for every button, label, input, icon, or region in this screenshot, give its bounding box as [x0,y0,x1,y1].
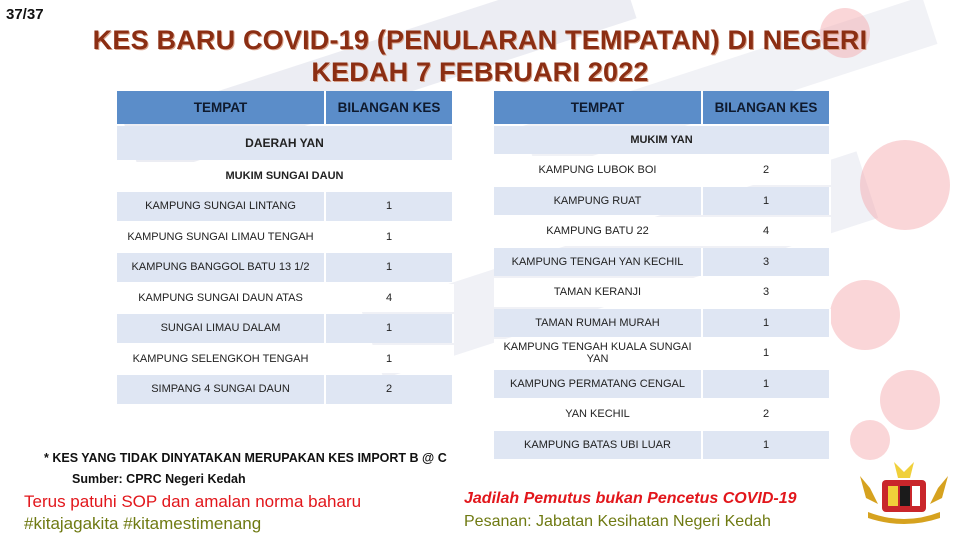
count-cell: 4 [703,217,831,246]
virus-icon [830,280,900,350]
place-cell: TAMAN RUMAH MURAH [494,309,703,338]
place-cell: KAMPUNG SUNGAI LIMAU TENGAH [117,223,326,252]
table-row [494,339,831,368]
title-line-1: KES BARU COVID-19 (PENULARAN TEMPATAN) DI NEGERI [92,25,868,55]
footnote: * KES YANG TIDAK DINYATAKAN MERUPAKAN KES IMPORT B @ C [44,451,447,465]
place-cell: SIMPANG 4 SUNGAI DAUN [117,375,326,404]
table-row [117,253,454,282]
table-row [117,192,454,221]
count-cell: 1 [326,314,454,343]
slogan-hashtags: #kitajagakita #kitamestimenang [24,514,262,533]
coat-of-arms-icon [856,458,952,526]
count-cell: 2 [703,400,831,429]
district-label: DAERAH YAN [117,126,454,160]
count-cell: 1 [326,192,454,221]
slogan-line-1: Terus patuhi SOP dan amalan norma baharu [24,492,362,511]
count-cell: 3 [703,278,831,307]
place-cell: SUNGAI LIMAU DALAM [117,314,326,343]
place-cell: KAMPUNG TENGAH YAN KECHIL [494,248,703,277]
district-row [117,126,454,160]
count-cell: 1 [703,339,831,368]
table-row [117,345,454,374]
message-line-1: Jadilah Pemutus bukan Pencetus COVID-19 [464,490,797,507]
message-line-2: Pesanan: Jabatan Kesihatan Negeri Kedah [464,513,771,530]
table-row [494,217,831,246]
count-cell: 1 [326,223,454,252]
count-cell: 4 [326,284,454,313]
count-cell: 1 [703,187,831,216]
table-row [494,431,831,460]
table-row [494,400,831,429]
table-row [117,314,454,343]
mukim-label: MUKIM YAN [494,126,831,154]
table-row [117,284,454,313]
source-text: Sumber: CPRC Negeri Kedah [72,472,246,486]
header-place: TEMPAT [117,91,326,124]
place-cell: KAMPUNG SUNGAI DAUN ATAS [117,284,326,313]
place-cell: KAMPUNG SUNGAI LINTANG [117,192,326,221]
count-cell: 3 [703,248,831,277]
page-title [0,24,960,88]
place-cell: KAMPUNG BANGGOL BATU 13 1/2 [117,253,326,282]
right-case-table [494,89,831,461]
virus-icon [880,370,940,430]
place-cell: YAN KECHIL [494,400,703,429]
mukim-row [117,162,454,190]
count-cell: 1 [326,253,454,282]
title-line-2: KEDAH 7 FEBRUARI 2022 [311,57,649,87]
table-row [494,278,831,307]
table-row [117,375,454,404]
count-cell: 1 [703,431,831,460]
place-cell: KAMPUNG BATAS UBI LUAR [494,431,703,460]
place-cell: KAMPUNG BATU 22 [494,217,703,246]
place-cell: KAMPUNG PERMATANG CENGAL [494,370,703,399]
page-number: 37/37 [6,6,44,23]
count-cell: 1 [703,309,831,338]
header-count: BILANGAN KES [326,91,454,124]
count-cell: 2 [703,156,831,185]
place-cell: TAMAN KERANJI [494,278,703,307]
virus-icon [850,420,890,460]
count-cell: 2 [326,375,454,404]
place-cell: KAMPUNG LUBOK BOI [494,156,703,185]
place-cell: KAMPUNG SELENGKOH TENGAH [117,345,326,374]
place-cell: KAMPUNG RUAT [494,187,703,216]
left-case-table [117,89,454,406]
table-row [494,370,831,399]
table-row [494,309,831,338]
mukim-row [494,126,831,154]
count-cell: 1 [326,345,454,374]
virus-icon [860,140,950,230]
table-row [494,248,831,277]
header-place: TEMPAT [494,91,703,124]
mukim-label: MUKIM SUNGAI DAUN [117,162,454,190]
table-row [494,156,831,185]
place-cell: KAMPUNG TENGAH KUALA SUNGAI YAN [494,339,703,368]
table-row [494,187,831,216]
table-row [117,223,454,252]
count-cell: 1 [703,370,831,399]
header-count: BILANGAN KES [703,91,831,124]
